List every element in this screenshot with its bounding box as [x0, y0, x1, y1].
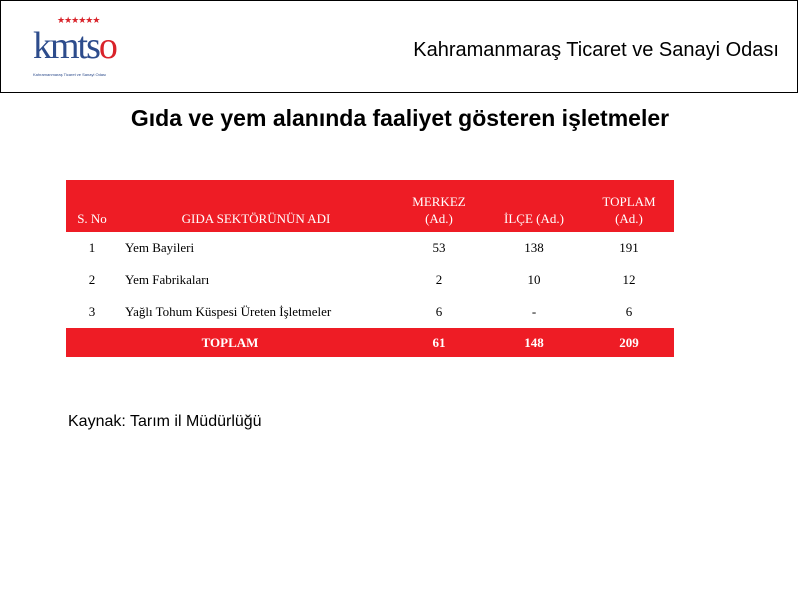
cell-merkez: 6 — [435, 304, 443, 319]
total-merkez: 61 — [394, 328, 484, 357]
logo-wordmark — [33, 27, 116, 65]
cell-ilce: 10 — [527, 272, 541, 287]
header-bar — [0, 0, 798, 93]
header-merkez-unit: (Ad.) — [425, 211, 453, 227]
cell-no: 2 — [88, 272, 96, 287]
total-label: TOPLAM — [66, 328, 394, 357]
source-note: Kaynak: Tarım il Müdürlüğü — [68, 413, 262, 430]
logo-subtitle: Kahramanmaraş Ticaret ve Sanayi Odası — [33, 72, 107, 77]
header-toplam-label: TOPLAM — [602, 193, 656, 209]
header-sno: S. No — [66, 180, 118, 232]
header-merkez — [394, 180, 484, 232]
table-row — [66, 232, 674, 264]
cell-name: Yem Bayileri — [125, 240, 195, 255]
cell-toplam: 12 — [622, 272, 636, 287]
cell-merkez: 2 — [435, 272, 443, 287]
page-title: Gıda ve yem alanında faaliyet gösteren işletmeler — [130, 105, 670, 131]
cell-name: Yağlı Tohum Küspesi Üreten İşletmeler — [125, 304, 332, 319]
cell-ilce: - — [531, 304, 537, 319]
header-toplam — [584, 180, 674, 232]
header-merkez-label: MERKEZ — [412, 193, 466, 209]
cell-toplam: 6 — [625, 304, 633, 319]
total-toplam: 209 — [584, 328, 674, 357]
header-name: GIDA SEKTÖRÜNÜN ADI — [118, 180, 394, 232]
chamber-name: Kahramanmaraş Ticaret ve Sanayi Odası — [413, 39, 779, 61]
cell-no: 3 — [88, 304, 96, 319]
cell-name: Yem Fabrikaları — [125, 272, 210, 287]
table-header-row — [66, 180, 674, 232]
header-toplam-unit: (Ad.) — [615, 211, 643, 227]
kmtso-logo — [29, 15, 125, 81]
cell-ilce: 138 — [524, 240, 544, 255]
business-table — [66, 180, 674, 357]
logo-wordmark-o: o — [98, 25, 116, 67]
header-ilce: İLÇE (Ad.) — [484, 180, 584, 232]
cell-no: 1 — [88, 240, 96, 255]
table-row — [66, 264, 674, 296]
cell-merkez: 53 — [432, 240, 446, 255]
stars-icon: ★★★★★★ — [57, 15, 100, 25]
cell-toplam: 191 — [619, 240, 639, 255]
logo-wordmark-text: kmts — [33, 25, 99, 67]
total-ilce: 148 — [484, 328, 584, 357]
table-row — [66, 296, 674, 328]
table-total-row — [66, 328, 674, 357]
